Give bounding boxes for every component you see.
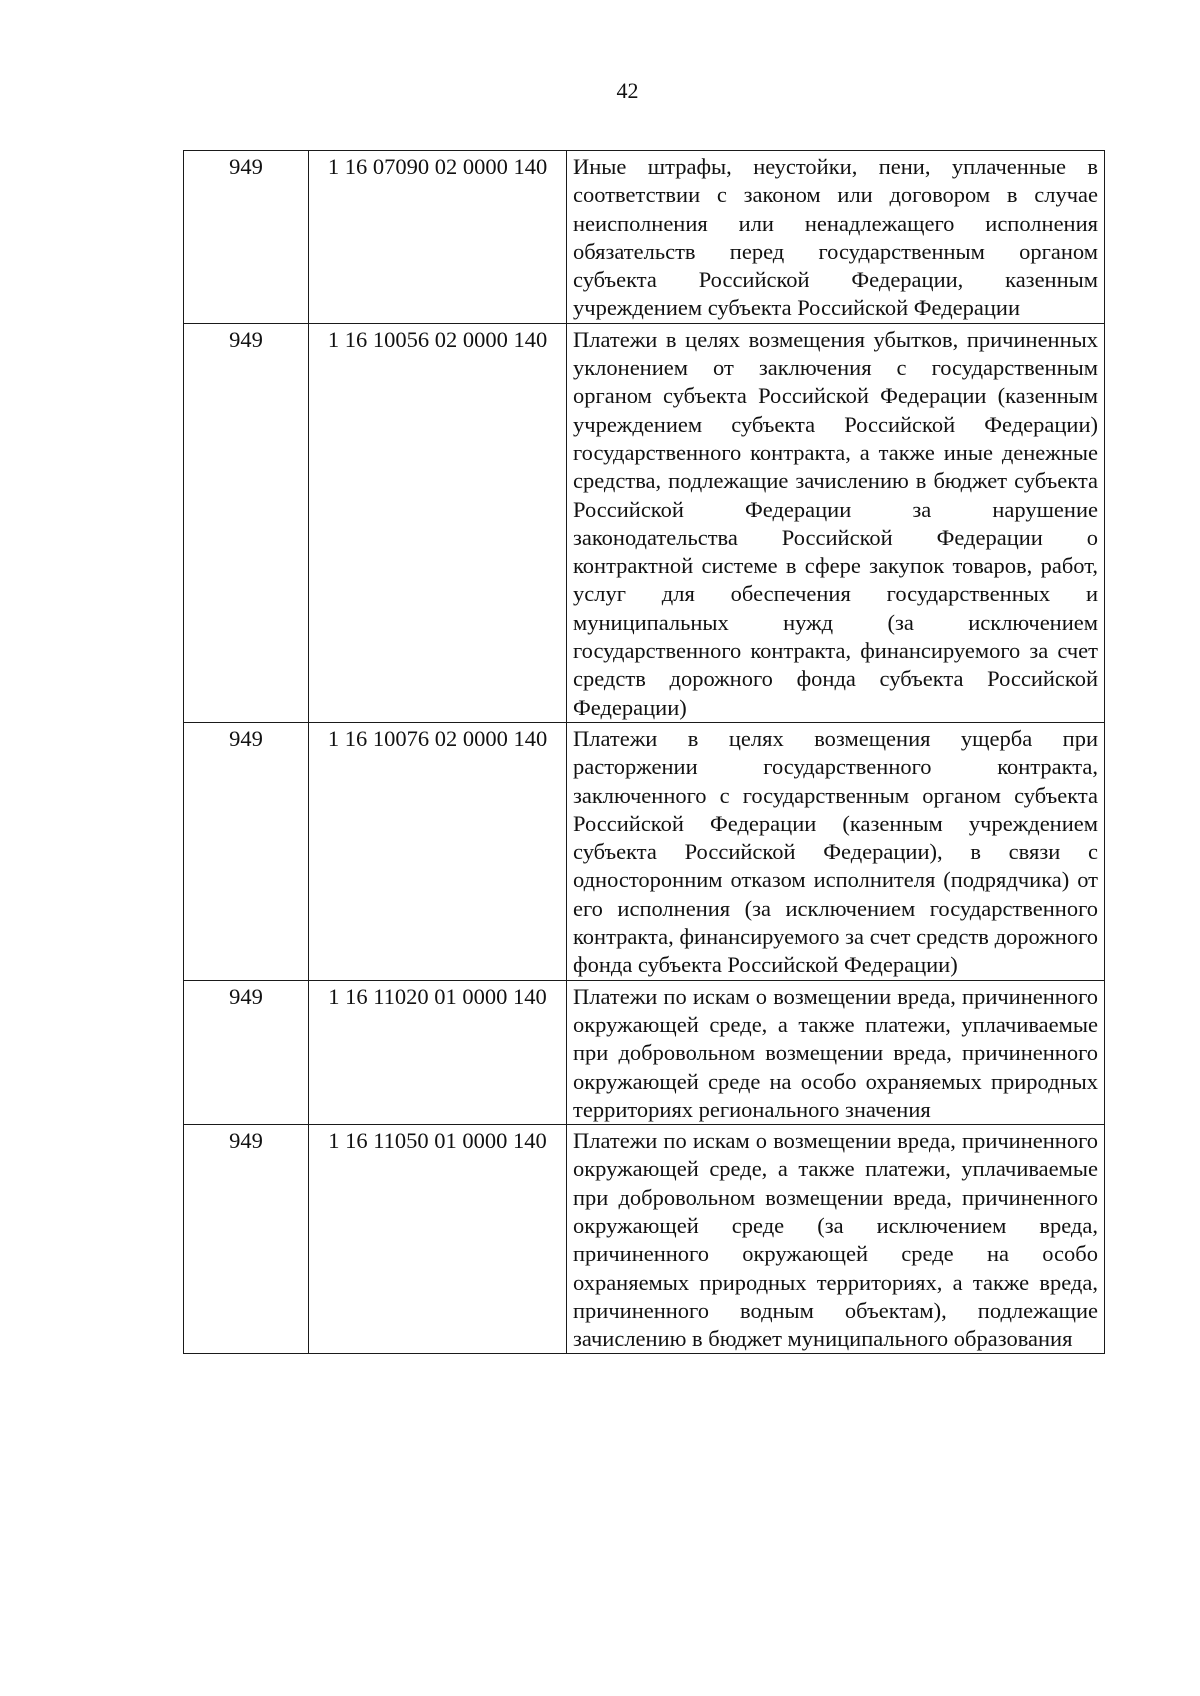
budget-code-cell: 1 16 07090 02 0000 140 [309,151,567,324]
budget-code-cell: 1 16 11050 01 0000 140 [309,1125,567,1354]
table-row [184,722,1105,980]
admin-code-cell: 949 [184,323,309,722]
table-row [184,323,1105,722]
budget-codes-table [183,150,1105,1354]
budget-code-cell: 1 16 11020 01 0000 140 [309,980,567,1124]
income-description-cell: Платежи по искам о возмещении вреда, причиненного окружающей среде, а также платежи, уплачиваемые при добровольном возмещении вреда, причиненного окружающей среде на особо охраняемых природных территориях регионального значения [567,980,1105,1124]
admin-code-cell: 949 [184,151,309,324]
admin-code-cell: 949 [184,722,309,980]
admin-code-cell: 949 [184,1125,309,1354]
income-description-cell: Платежи в целях возмещения ущерба при расторжении государственного контракта, заключенного с государственным органом субъекта Российской Федерации (казенным учреждением субъекта Российской Федерации), в связи с односторонним отказом исполнителя (подрядчика) от его исполнения (за исключением государственного контракта, финансируемого за счет средств дорожного фонда субъекта Российской Федерации) [567,722,1105,980]
table-row [184,980,1105,1124]
table-row [184,1125,1105,1354]
table-row [184,151,1105,324]
income-description-cell: Иные штрафы, неустойки, пени, уплаченные в соответствии с законом или договором в случае неисполнения или ненадлежащего исполнения обязательств перед государственным органом субъекта Российской Федерации, казенным учреждением субъекта Российской Федерации [567,151,1105,324]
page-number: 42 [616,78,639,103]
budget-code-cell: 1 16 10076 02 0000 140 [309,722,567,980]
budget-code-cell: 1 16 10056 02 0000 140 [309,323,567,722]
admin-code-cell: 949 [184,980,309,1124]
income-description-cell: Платежи в целях возмещения убытков, причиненных уклонением от заключения с государственным органом субъекта Российской Федерации (казенным учреждением субъекта Российской Федерации) государственного контракта, а также иные денежные средства, подлежащие зачислению в бюджет субъекта Российской Федерации за нарушение законодательства Российской Федерации о контрактной системе в сфере закупок товаров, работ, услуг для обеспечения государственных и муниципальных нужд (за исключением государственного контракта, финансируемого за счет средств дорожного фонда субъекта Российской Федерации) [567,323,1105,722]
income-description-cell: Платежи по искам о возмещении вреда, причиненного окружающей среде, а также платежи, уплачиваемые при добровольном возмещении вреда, причиненного окружающей среде (за исключением вреда, причиненного окружающей среде на особо охраняемых природных территориях, а также вреда, причиненного водным объектам), подлежащие зачислению в бюджет муниципального образования [567,1125,1105,1354]
